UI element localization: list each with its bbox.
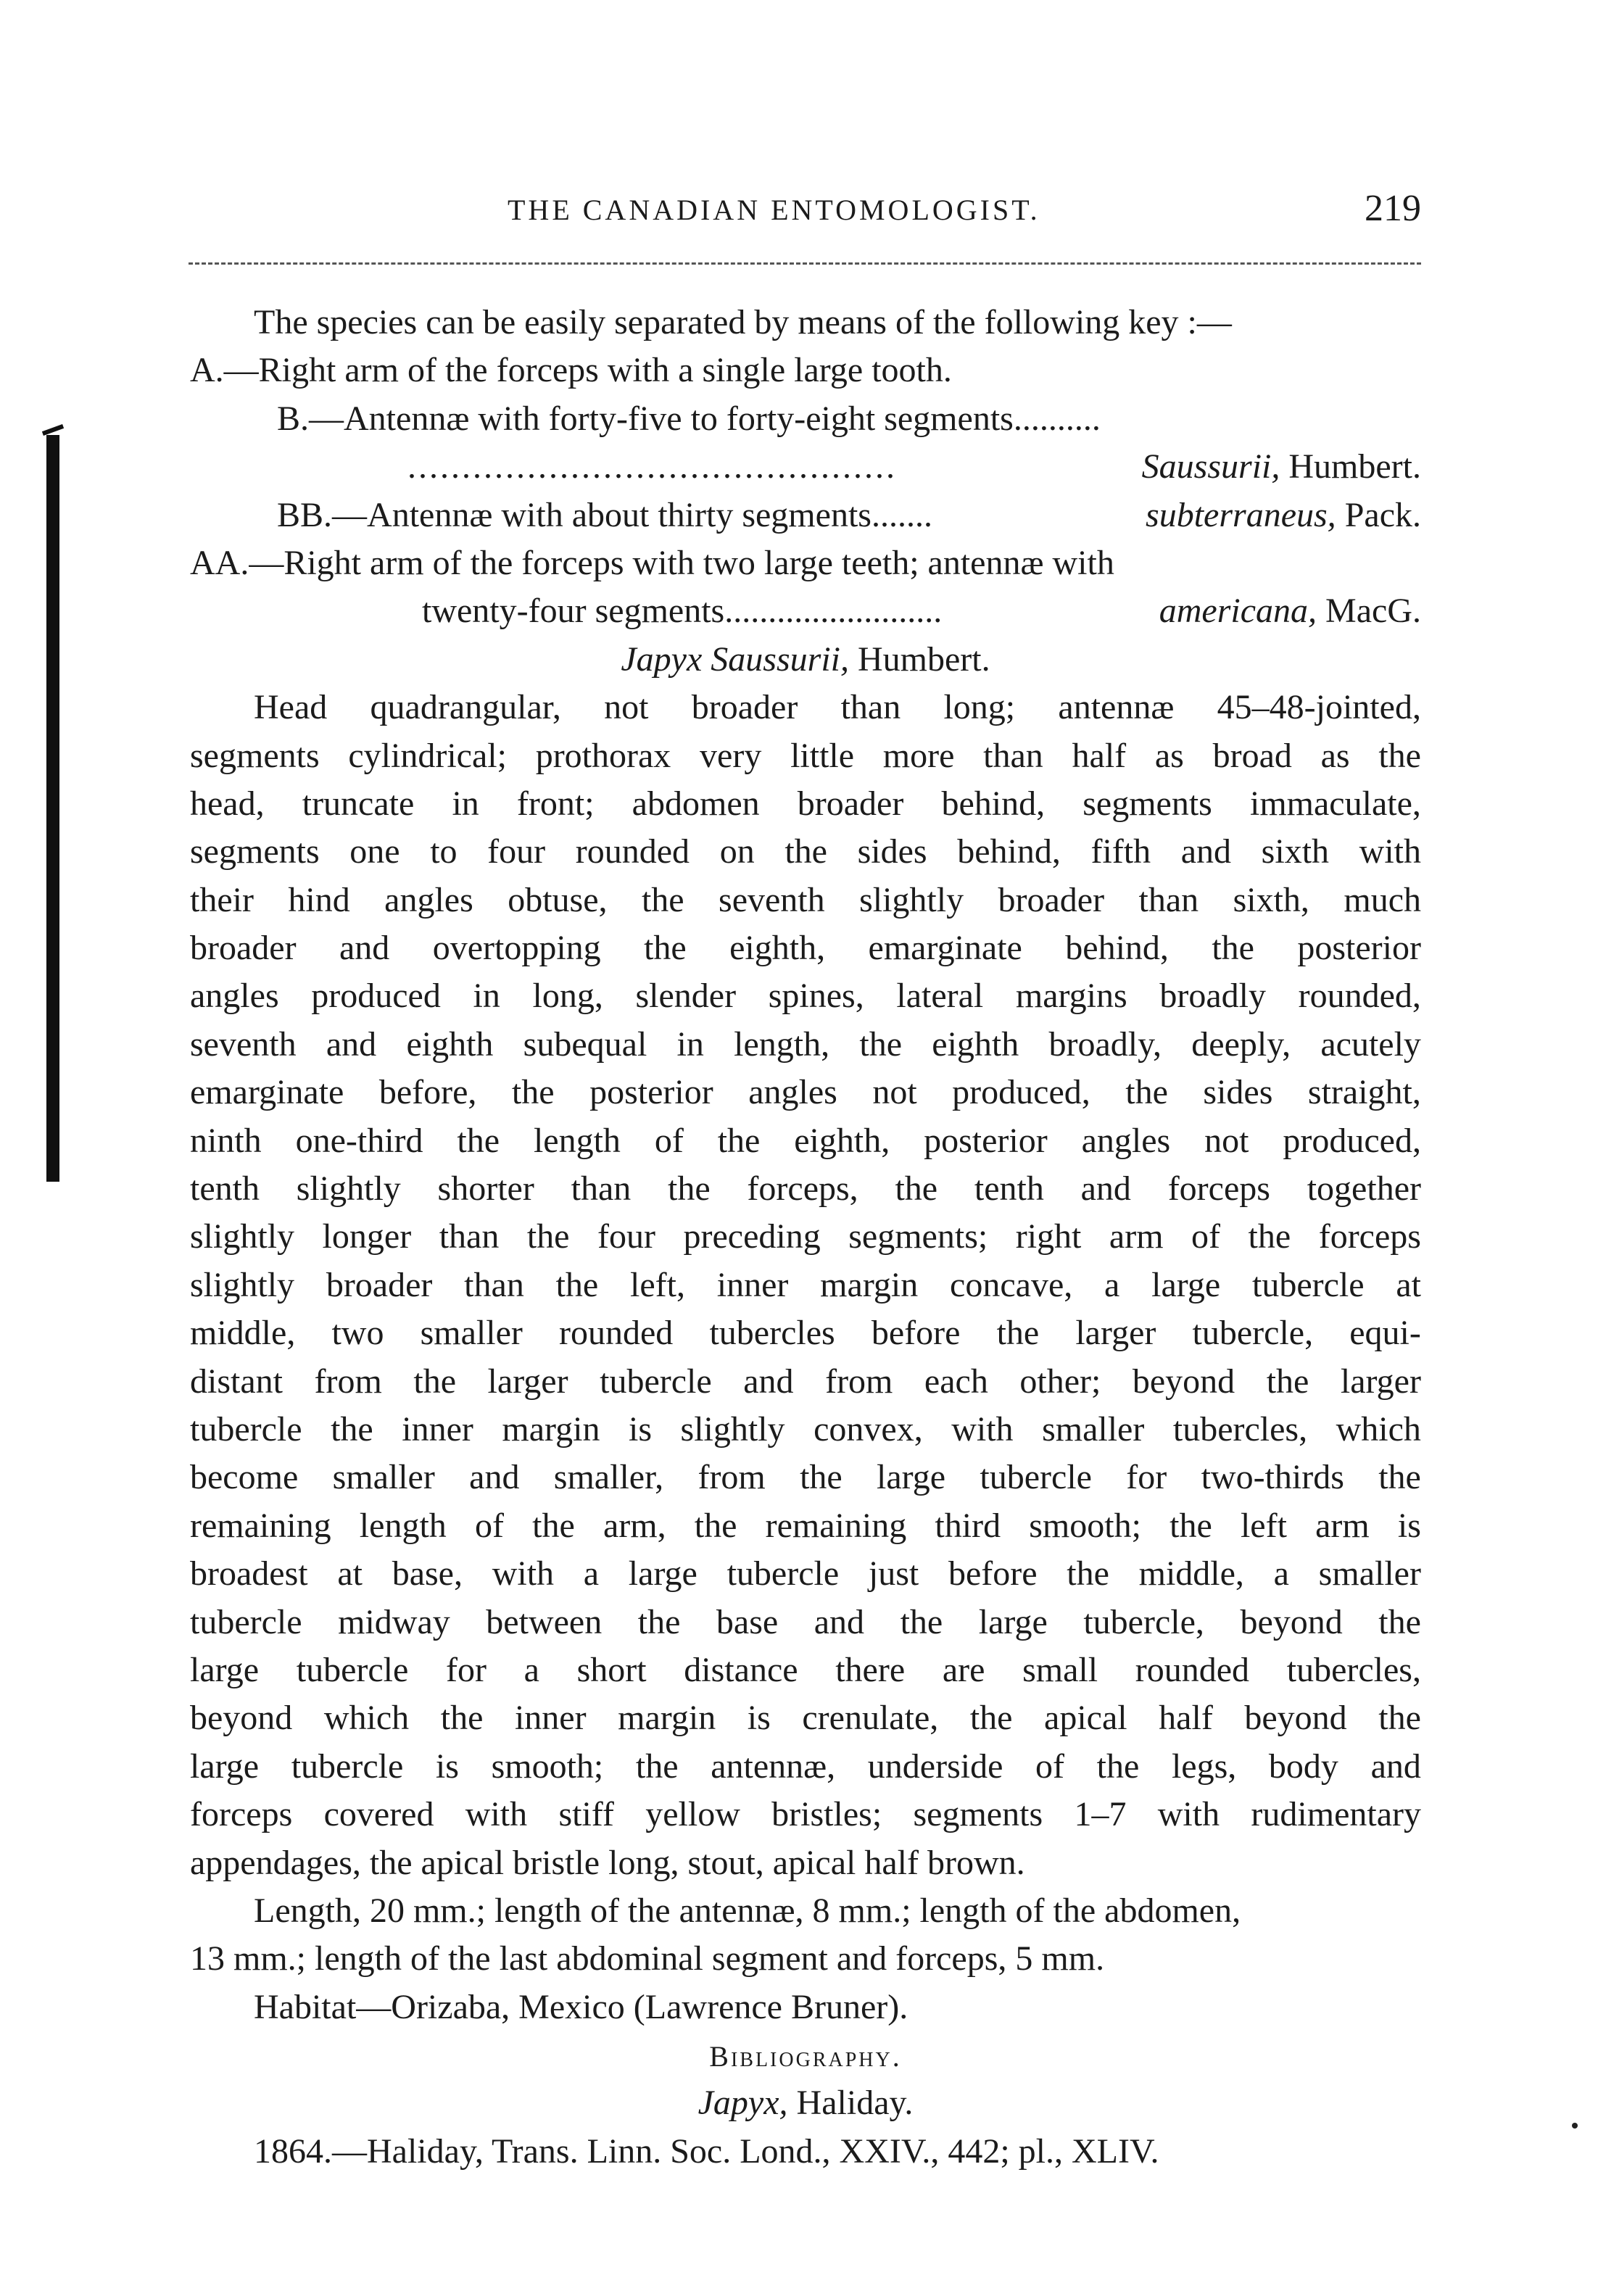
species-name: Saussurii, [711, 639, 849, 679]
margin-bar [46, 435, 59, 1182]
bibliography-heading-text: Bibliography. [709, 2040, 902, 2073]
body-text [190, 299, 1421, 2176]
key-aa: AA.—Right arm of the forceps with two large teeth; antennæ with [190, 543, 1114, 582]
bibliography-heading [190, 2031, 1421, 2079]
description [190, 684, 1421, 1839]
description-line: slightly longer than the four preceding segments; right arm of the forceps [190, 1217, 1421, 1256]
description-line: tenth slightly shorter than the forceps, the tenth and forceps together [190, 1169, 1421, 1209]
habitat: Habitat—Orizaba, Mexico (Lawrence Bruner). [254, 1987, 908, 2026]
species-heading [190, 636, 1421, 684]
key-aa-cont [190, 587, 1421, 635]
description-line: ninth one-third the length of the eighth, posterior angles not produced, [190, 1121, 1421, 1160]
description-line: tubercle midway between the base and the large tubercle, beyond the [190, 1602, 1421, 1641]
description-line: head, truncate in front; abdomen broader behind, segments immaculate, [190, 784, 1421, 823]
running-head: THE CANADIAN ENTOMOLOGIST. [508, 194, 1040, 226]
key-bb [190, 492, 1421, 539]
description-line: beyond which the inner margin is crenulate, the apical half beyond the [190, 1699, 1421, 1738]
species-author: Humbert. [1288, 447, 1421, 486]
species-author: MacG. [1325, 592, 1421, 631]
measurements-line-1: Length, 20 mm.; length of the antennæ, 8 mm.; length of the abdomen, [254, 1891, 1241, 1930]
description-line: remaining length of the arm, the remaining third smooth; the left arm is [190, 1506, 1421, 1545]
margin-mark [42, 424, 64, 436]
description-line: large tubercle is smooth; the antennæ, underside of the legs, body and [190, 1746, 1421, 1786]
description-line: broadest at base, with a large tubercle just before the middle, a smaller [190, 1554, 1421, 1593]
key-b-line2 [190, 443, 1421, 491]
description-line: slightly broader than the left, inner margin concave, a large tubercle at [190, 1265, 1421, 1304]
key-bb-species [1146, 492, 1421, 539]
description-line: angles produced in long, slender spines, lateral margins broadly rounded, [190, 977, 1421, 1016]
species-name: americana, [1159, 592, 1317, 631]
description-line: segments cylindrical; prothorax very little more than half as broad as the [190, 736, 1421, 775]
bibliography-entry: 1864.—Haliday, Trans. Linn. Soc. Lond., XXIV., 442; pl., XLIV. [254, 2131, 1159, 2171]
description-line: become smaller and smaller, from the large tubercle for two-thirds the [190, 1458, 1421, 1497]
description-line: forceps covered with stiff yellow bristles; segments 1–7 with rudimentary [190, 1795, 1421, 1834]
description-line: middle, two smaller rounded tubercles before the larger tubercle, equi- [190, 1314, 1421, 1353]
description-line: distant from the larger tubercle and from each other; beyond the larger [190, 1362, 1421, 1401]
page-number: 219 [1365, 188, 1421, 229]
description-line: large tubercle for a short distance there are small rounded tubercles, [190, 1650, 1421, 1689]
species-author: Humbert. [858, 639, 990, 679]
genus-name: Japyx, [697, 2084, 788, 2123]
description-last-line: appendages, the apical bristle long, stout, apical half brown. [190, 1843, 1025, 1882]
key-aa-species [1159, 587, 1421, 635]
description-line: tubercle the inner margin is slightly convex, with smaller tubercles, which [190, 1409, 1421, 1449]
description-line: segments one to four rounded on the sides behind, fifth and sixth with [190, 832, 1421, 871]
header-rule [189, 262, 1421, 265]
description-line: broader and overtopping the eighth, emarginate behind, the posterior [190, 929, 1421, 968]
measurements-line-2: 13 mm.; length of the last abdominal segment and forceps, 5 mm. [190, 1939, 1105, 1978]
species-name: subterraneus, [1146, 495, 1336, 534]
genus-author: Haliday. [796, 2084, 914, 2123]
species-name: Saussurii, [1141, 447, 1280, 486]
genus-name: Japyx [621, 639, 703, 679]
description-line: seventh and eighth subequal in length, the eighth broadly, deeply, acutely [190, 1024, 1421, 1064]
leader-dots: ............................................. [407, 447, 897, 486]
key-intro: The species can be easily separated by means of the following key :— [254, 303, 1232, 341]
key-bb-prefix: BB.—Antennæ with about thirty segments....... [277, 495, 932, 534]
description-line: their hind angles obtuse, the seventh slightly broader than sixth, much [190, 880, 1421, 919]
description-line: Head quadrangular, not broader than long; antennæ 45–48-jointed, [254, 688, 1421, 727]
bibliography-genus [190, 2079, 1421, 2127]
species-author: Pack. [1344, 495, 1421, 534]
key-aa-cont-text: twenty-four segments......................... [422, 592, 943, 631]
key-b: B.—Antennæ with forty-five to forty-eight segments.......... [277, 399, 1101, 438]
stray-dot [1572, 2123, 1578, 2129]
page-header [189, 187, 1421, 238]
key-a: A.—Right arm of the forceps with a single large tooth. [190, 351, 952, 390]
description-line: emarginate before, the posterior angles not produced, the sides straight, [190, 1073, 1421, 1112]
